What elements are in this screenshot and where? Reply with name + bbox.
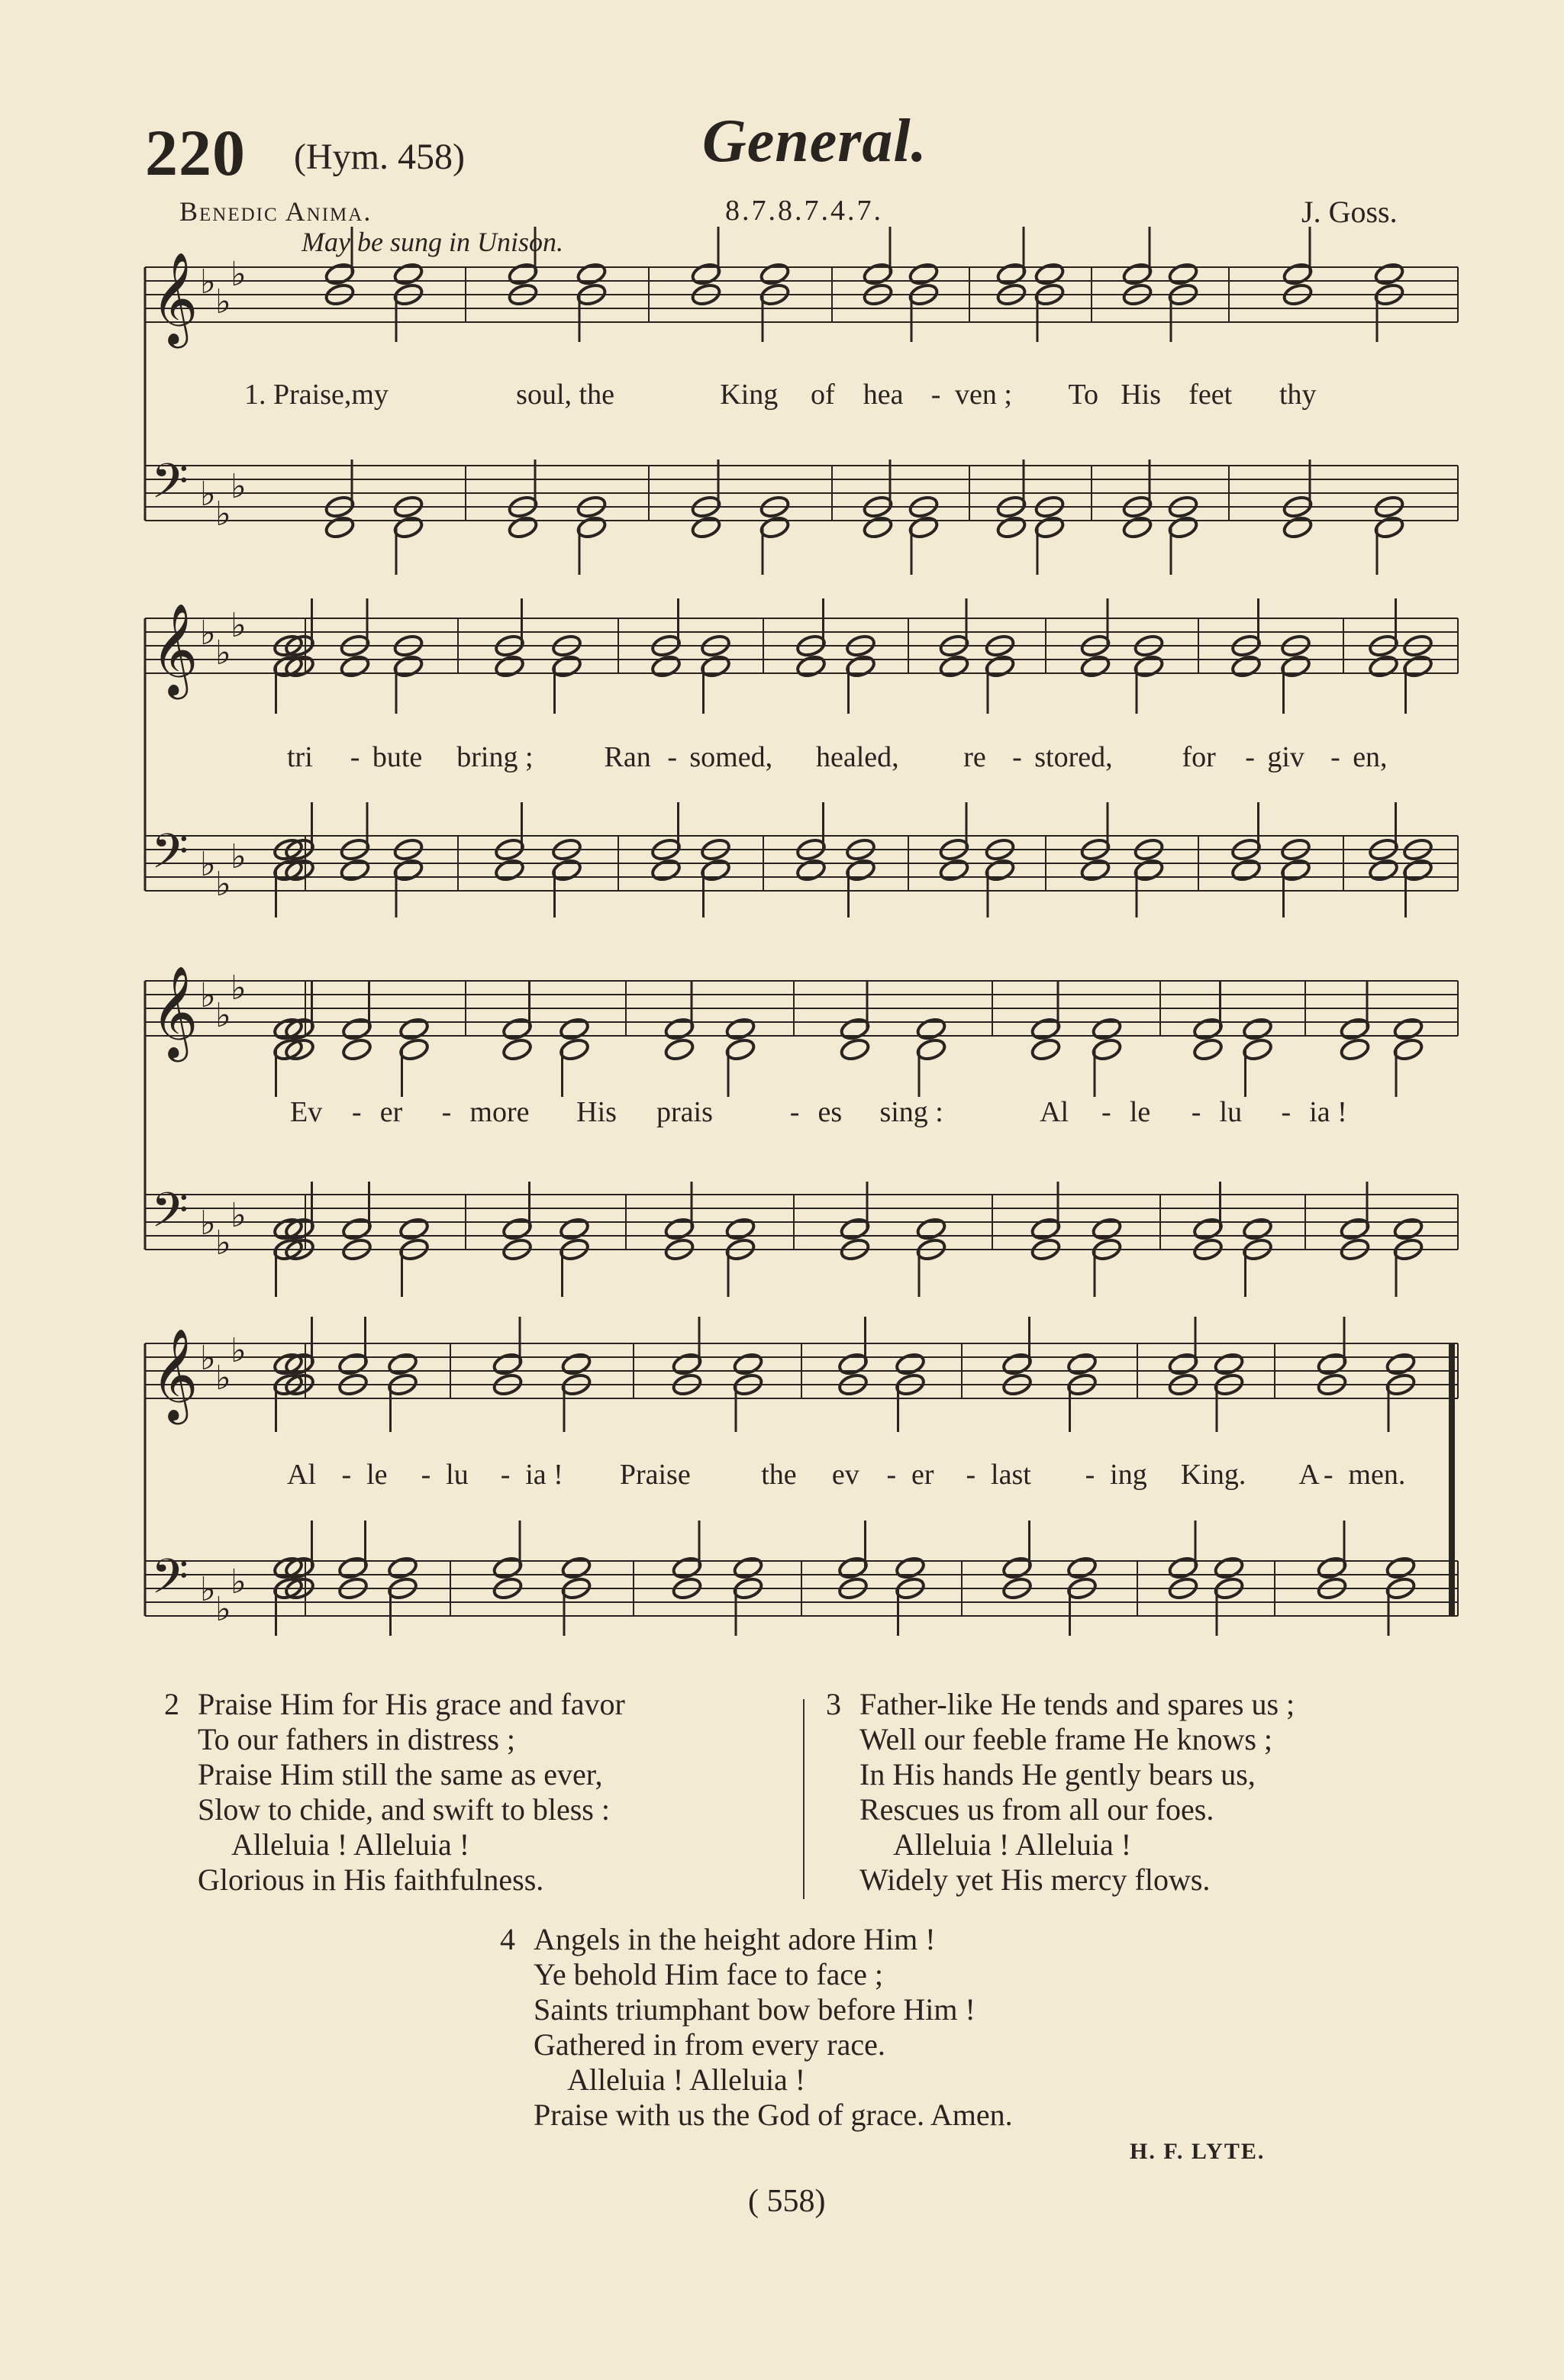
- note-head: [507, 515, 538, 540]
- composer: J. Goss.: [1301, 195, 1398, 229]
- bass-staff: [145, 1182, 1458, 1297]
- lyric-syllable: giv: [1267, 741, 1304, 773]
- stanza-text: Praise Him still the same as ever,: [198, 1757, 603, 1791]
- lyric-syllable: -: [500, 1459, 511, 1491]
- lyric-syllable: -: [1245, 741, 1255, 773]
- music-system-3: [145, 965, 1462, 1279]
- note-head: [908, 262, 939, 287]
- stanza-line: [500, 2062, 1013, 2098]
- note-head: [845, 654, 876, 679]
- note-head: [795, 654, 827, 679]
- note-head: [915, 1217, 946, 1242]
- note-head: [551, 654, 582, 679]
- note-head: [1280, 654, 1311, 679]
- flat-icon: ♭: [231, 837, 247, 876]
- lyric-syllable: tri: [287, 741, 313, 773]
- note-head: [984, 654, 1015, 679]
- stanza-text: Alleluia ! Alleluia !: [231, 1827, 470, 1862]
- note-head: [995, 262, 1027, 287]
- note-head: [1091, 1017, 1122, 1042]
- note-head: [559, 1037, 590, 1063]
- music-system-2: [145, 602, 1462, 916]
- note-head: [700, 654, 731, 679]
- lyric-syllable: thy: [1279, 379, 1317, 411]
- lyric-syllable: -: [1323, 1459, 1333, 1491]
- lyric-syllable: of: [811, 379, 835, 411]
- note-head: [576, 262, 607, 287]
- note-head: [732, 1352, 763, 1377]
- lyric-syllable: -: [421, 1459, 431, 1491]
- lyric-syllable: ev: [831, 1459, 859, 1491]
- note-head: [984, 858, 1015, 883]
- note-head: [650, 654, 682, 679]
- note-head: [560, 1352, 592, 1377]
- lyric-syllable: hea: [863, 379, 904, 411]
- flat-icon: ♭: [200, 1204, 216, 1243]
- note-head: [837, 1556, 869, 1581]
- treble-clef-icon: 𝄞: [151, 251, 198, 344]
- note-head: [1230, 654, 1262, 679]
- note-head: [392, 654, 424, 679]
- note-head: [492, 1352, 523, 1377]
- lyric-syllable: -: [1281, 1096, 1292, 1128]
- lyric-syllable: re: [963, 741, 986, 773]
- note-head: [1121, 262, 1153, 287]
- note-head: [671, 1556, 702, 1581]
- lyric-syllable: er: [379, 1096, 403, 1128]
- stanza-text: In His hands He gently bears us,: [859, 1757, 1256, 1791]
- lyric-syllable: bring ;: [456, 741, 534, 773]
- note-head: [1316, 1352, 1347, 1377]
- stanza-line: [826, 1827, 1295, 1862]
- note-head: [1242, 1017, 1273, 1042]
- lyric-syllable: er: [911, 1459, 934, 1491]
- stanza-text: Rescues us from all our foes.: [859, 1792, 1214, 1827]
- note-head: [1402, 858, 1433, 883]
- note-head: [1385, 1556, 1416, 1581]
- note-head: [341, 1037, 372, 1063]
- treble-staff: [145, 1317, 1458, 1432]
- note-head: [1079, 858, 1111, 883]
- stanza-divider: [803, 1699, 805, 1899]
- lyric-syllable: A: [1298, 1459, 1320, 1491]
- stanza-text: Praise with us the God of grace. Amen.: [534, 2098, 1013, 2132]
- note-head: [494, 858, 525, 883]
- lyric-syllable: King: [720, 379, 779, 411]
- lyric-syllable: -: [886, 1459, 897, 1491]
- stanza-text: To our fathers in distress ;: [198, 1722, 516, 1756]
- stanza-line: [164, 1862, 625, 1898]
- note-head: [1167, 262, 1198, 287]
- lyric-syllable: -: [1191, 1096, 1201, 1128]
- note-head: [1368, 858, 1399, 883]
- note-head: [663, 1037, 695, 1063]
- note-head: [663, 1217, 695, 1242]
- note-head: [915, 1017, 946, 1042]
- treble-staff: [145, 965, 1458, 1097]
- lyric-syllable: en,: [1353, 741, 1388, 773]
- note-head: [724, 1037, 756, 1063]
- note-head: [1373, 515, 1404, 540]
- treble-staff: [145, 598, 1458, 714]
- tune-name: Benedic Anima.: [179, 196, 372, 227]
- note-head: [1242, 1217, 1273, 1242]
- note-head: [1392, 1017, 1424, 1042]
- note-head: [398, 1017, 430, 1042]
- note-head: [837, 1352, 869, 1377]
- note-head: [576, 515, 607, 540]
- note-head: [1282, 262, 1313, 287]
- lyric-syllable: -: [1085, 1459, 1095, 1491]
- note-head: [494, 654, 525, 679]
- lyric-syllable: King.: [1180, 1459, 1246, 1491]
- note-head: [1030, 1017, 1061, 1042]
- note-head: [1230, 858, 1262, 883]
- treble-clef-icon: 𝄞: [151, 965, 198, 1058]
- note-head: [339, 654, 370, 679]
- flat-icon: ♭: [200, 976, 216, 1015]
- stanza-line: [826, 1757, 1295, 1792]
- flat-icon: ♭: [200, 614, 216, 653]
- note-head: [1368, 654, 1399, 679]
- stanza-text: Gathered in from every race.: [534, 2027, 885, 2062]
- note-head: [1133, 858, 1164, 883]
- note-head: [663, 1017, 695, 1042]
- flat-icon: ♭: [231, 606, 247, 645]
- note-head: [1030, 1217, 1061, 1242]
- stanza-text: Ye behold Him face to face ;: [534, 1957, 884, 1991]
- lyric-syllable: -: [351, 1096, 362, 1128]
- treble-clef-icon: 𝄞: [151, 602, 198, 695]
- note-head: [938, 654, 969, 679]
- note-head: [1167, 515, 1198, 540]
- hymn-reference: (Hym. 458): [294, 137, 465, 177]
- flat-icon: ♭: [215, 996, 231, 1035]
- note-head: [895, 1556, 926, 1581]
- stanza-line: [164, 1757, 625, 1792]
- note-head: [839, 1017, 870, 1042]
- stanza-line: [500, 1957, 1013, 1992]
- stanza-2: [164, 1687, 625, 1898]
- note-head: [724, 1017, 756, 1042]
- note-head: [795, 858, 827, 883]
- note-head: [1392, 1217, 1424, 1242]
- lyric-syllable: Ev: [290, 1096, 323, 1128]
- note-head: [1402, 654, 1433, 679]
- note-head: [724, 1217, 756, 1242]
- lyric-syllable: men.: [1348, 1459, 1406, 1491]
- lyric-syllable: -: [667, 741, 677, 773]
- note-head: [845, 858, 876, 883]
- flat-icon: ♭: [215, 495, 231, 534]
- note-head: [1213, 1556, 1244, 1581]
- note-head: [1066, 1352, 1098, 1377]
- stanza-line: [500, 2027, 1013, 2062]
- note-head: [324, 262, 355, 287]
- note-head: [1167, 1556, 1198, 1581]
- note-head: [1339, 1217, 1370, 1242]
- flat-icon: ♭: [231, 1562, 247, 1601]
- stanza-line: [826, 1722, 1295, 1757]
- stanza-line: [164, 1827, 625, 1862]
- note-head: [341, 1017, 372, 1042]
- flat-icon: ♭: [231, 1331, 247, 1370]
- lyric-syllable: -: [350, 741, 360, 773]
- note-head: [492, 1556, 523, 1581]
- hymn-number: 220: [145, 116, 246, 189]
- note-head: [895, 1352, 926, 1377]
- stanza-4: [500, 1922, 1013, 2133]
- lyric-syllable: lu: [1219, 1096, 1243, 1128]
- note-head: [398, 1037, 430, 1063]
- note-head: [908, 515, 939, 540]
- lyric-syllable: -: [789, 1096, 800, 1128]
- lyric-syllable: le: [1129, 1096, 1151, 1128]
- lyric-syllable: -: [1012, 741, 1022, 773]
- lyric-syllable: Ran: [604, 741, 651, 773]
- note-head: [1001, 1352, 1033, 1377]
- lyric-syllable: soul, the: [516, 379, 614, 411]
- bass-clef-icon: 𝄢: [151, 453, 189, 521]
- flat-icon: ♭: [215, 1590, 231, 1629]
- bass-clef-icon: 𝄢: [151, 1548, 189, 1616]
- stanza-text: Father-like He tends and spares us ;: [859, 1687, 1295, 1721]
- note-head: [392, 262, 424, 287]
- note-head: [1030, 1037, 1061, 1063]
- lyric-syllable: lu: [446, 1459, 469, 1491]
- lyric-syllable: healed,: [816, 741, 899, 773]
- flat-icon: ♭: [215, 865, 231, 904]
- lyric-syllable: -: [1330, 741, 1340, 773]
- note-head: [1385, 1352, 1416, 1377]
- note-head: [1091, 1217, 1122, 1242]
- meter: 8.7.8.7.4.7.: [725, 195, 883, 227]
- note-head: [1167, 1352, 1198, 1377]
- note-head: [387, 1556, 418, 1581]
- note-head: [1066, 1556, 1098, 1581]
- lyric-syllable: -: [930, 379, 941, 411]
- performance-direction: May be sung in Unison.: [302, 227, 563, 257]
- stanza-line: [500, 2098, 1013, 2133]
- note-head: [862, 515, 893, 540]
- flat-icon: ♭: [231, 467, 247, 506]
- note-head: [995, 515, 1027, 540]
- note-head: [337, 1352, 369, 1377]
- stanza-line: [164, 1687, 625, 1722]
- note-head: [671, 1352, 702, 1377]
- note-head: [387, 1352, 418, 1377]
- note-head: [392, 858, 424, 883]
- lyric-syllable: -: [341, 1459, 352, 1491]
- stanza-text: Well our feeble frame He knows ;: [859, 1722, 1273, 1756]
- note-head: [690, 515, 721, 540]
- lyric-syllable: le: [366, 1459, 388, 1491]
- lyric-syllable: ing: [1110, 1459, 1147, 1491]
- stanza-text: Slow to chide, and swift to bless :: [198, 1792, 610, 1827]
- flat-icon: ♭: [200, 263, 216, 302]
- stanza-line: [826, 1792, 1295, 1827]
- note-head: [1192, 1217, 1224, 1242]
- stanza-number: 2: [164, 1687, 179, 1721]
- note-head: [1213, 1352, 1244, 1377]
- flat-icon: ♭: [215, 1359, 231, 1398]
- stanza-line: [826, 1687, 1295, 1722]
- flat-icon: ♭: [231, 1196, 247, 1235]
- treble-clef-icon: 𝄞: [151, 1327, 198, 1421]
- note-head: [1282, 515, 1313, 540]
- flat-icon: ♭: [200, 1570, 216, 1609]
- flat-icon: ♭: [215, 634, 231, 672]
- lyric-syllable: To: [1068, 379, 1099, 411]
- lyric-syllable: 1. Praise,my: [244, 379, 389, 411]
- note-head: [507, 262, 538, 287]
- lyric-syllable: -: [966, 1459, 976, 1491]
- stanza-line: [164, 1722, 625, 1757]
- lyric-syllable: -: [1101, 1096, 1111, 1128]
- note-head: [1316, 1556, 1347, 1581]
- note-head: [1091, 1037, 1122, 1063]
- note-head: [1339, 1037, 1370, 1063]
- stanza-text: Widely yet His mercy flows.: [859, 1862, 1211, 1897]
- note-head: [1133, 654, 1164, 679]
- note-head: [337, 1556, 369, 1581]
- lyric-syllable: prais: [656, 1096, 713, 1128]
- note-head: [915, 1037, 946, 1063]
- note-head: [700, 858, 731, 883]
- section-title: General.: [702, 108, 927, 175]
- stanza-3: [826, 1687, 1295, 1898]
- note-head: [690, 262, 721, 287]
- lyric-syllable: for: [1182, 741, 1216, 773]
- note-head: [1001, 1556, 1033, 1581]
- note-head: [551, 858, 582, 883]
- lyric-syllable: bute: [372, 741, 423, 773]
- music-system-4: [145, 1328, 1462, 1649]
- lyric-syllable: more: [469, 1096, 530, 1128]
- note-head: [1192, 1017, 1224, 1042]
- page-number: ( 558): [748, 2184, 826, 2219]
- lyric-syllable: somed,: [689, 741, 773, 773]
- flat-icon: ♭: [215, 1224, 231, 1263]
- lyric-syllable: Al: [287, 1459, 316, 1491]
- staff-graphic: [145, 602, 1462, 916]
- note-head: [559, 1217, 590, 1242]
- stanza-line: [164, 1792, 625, 1827]
- note-head: [1392, 1037, 1424, 1063]
- stanza-text: Saints triumphant bow before Him !: [534, 1992, 975, 2027]
- note-head: [339, 858, 370, 883]
- note-head: [1280, 858, 1311, 883]
- lyric-syllable: ia !: [1309, 1096, 1347, 1128]
- stanza-text: Alleluia ! Alleluia !: [567, 2062, 806, 2097]
- note-head: [732, 1556, 763, 1581]
- note-head: [839, 1037, 870, 1063]
- note-head: [1034, 515, 1065, 540]
- lyric-syllable: es: [817, 1096, 843, 1128]
- stanza-line: [500, 1922, 1013, 1957]
- note-head: [559, 1017, 590, 1042]
- note-head: [1121, 515, 1153, 540]
- note-head: [501, 1217, 533, 1242]
- note-head: [862, 262, 893, 287]
- note-head: [1192, 1037, 1224, 1063]
- note-head: [501, 1017, 533, 1042]
- lyric-syllable: ia !: [525, 1459, 563, 1491]
- lyric-syllable: Praise: [619, 1459, 691, 1491]
- bass-staff: [145, 1521, 1458, 1636]
- bass-staff: [145, 802, 1458, 917]
- stanza-number: 4: [500, 1922, 515, 1956]
- note-head: [839, 1217, 870, 1242]
- music-system-1: [145, 251, 1462, 550]
- bass-clef-icon: 𝄢: [151, 1182, 189, 1250]
- bass-staff: [145, 453, 1458, 575]
- note-head: [1034, 262, 1065, 287]
- lyric-syllable: His: [1121, 379, 1161, 411]
- staff-graphic: [145, 965, 1462, 1279]
- note-head: [1373, 262, 1404, 287]
- author-credit: H. F. LYTE.: [1130, 2139, 1266, 2164]
- lyric-syllable: feet: [1188, 379, 1233, 411]
- note-head: [501, 1037, 533, 1063]
- lyric-syllable: His: [576, 1096, 617, 1128]
- stanza-line: [826, 1862, 1295, 1898]
- lyric-syllable: last: [991, 1459, 1031, 1491]
- note-head: [1339, 1017, 1370, 1042]
- note-head: [650, 858, 682, 883]
- lyric-syllable: the: [761, 1459, 797, 1491]
- stanza-text: Glorious in His faithfulness.: [198, 1862, 544, 1897]
- note-head: [560, 1556, 592, 1581]
- note-head: [759, 262, 790, 287]
- note-head: [1242, 1037, 1273, 1063]
- note-head: [398, 1217, 430, 1242]
- flat-icon: ♭: [200, 1339, 216, 1378]
- lyric-syllable: sing :: [879, 1096, 943, 1128]
- note-head: [324, 515, 355, 540]
- stanza-number: 3: [826, 1687, 841, 1721]
- lyric-syllable: stored,: [1034, 741, 1113, 773]
- note-head: [392, 515, 424, 540]
- stanza-text: Angels in the height adore Him !: [534, 1922, 936, 1956]
- stanza-text: Praise Him for His grace and favor: [198, 1687, 625, 1721]
- flat-icon: ♭: [200, 475, 216, 514]
- stanza-line: [500, 1992, 1013, 2027]
- note-head: [1079, 654, 1111, 679]
- lyric-syllable: -: [441, 1096, 452, 1128]
- note-head: [938, 858, 969, 883]
- lyric-syllable: ven ;: [955, 379, 1012, 411]
- flat-icon: ♭: [215, 282, 231, 321]
- flat-icon: ♭: [200, 845, 216, 884]
- flat-icon: ♭: [231, 255, 247, 294]
- stanza-text: Alleluia ! Alleluia !: [893, 1827, 1132, 1862]
- note-head: [759, 515, 790, 540]
- flat-icon: ♭: [231, 969, 247, 1008]
- lyric-syllable: Al: [1040, 1096, 1069, 1128]
- bass-clef-icon: 𝄢: [151, 823, 189, 891]
- note-head: [341, 1217, 372, 1242]
